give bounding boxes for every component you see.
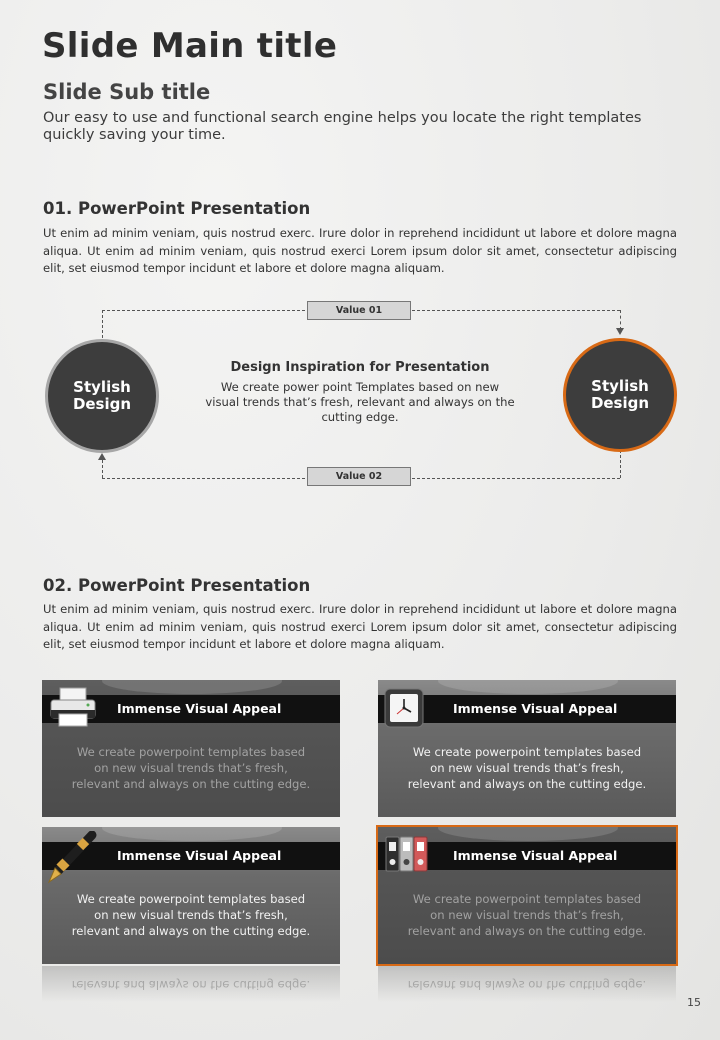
right-circle-label: Stylish Design [590,377,650,412]
diagram-center-text: We create power point Templates based on new visual trends that’s fresh, relevant and always on the cutting edge. [205,380,515,424]
connector-top-left [102,310,103,338]
section-2-title: 02. PowerPoint Presentation [43,576,311,595]
diagram-center-title: Design Inspiration for Presentation [230,360,490,375]
page-subtitle: Slide Sub title [43,80,211,104]
printer-icon [48,686,98,732]
section-2-body: Ut enim ad minim veniam, quis nostrud exerc. Irure dolor in reprehend incididunt ut labore et dolore magna aliqua. Ut enim ad minim veniam, quis nostrud exerci Lorem ipsum dolor sit amet, consectetur adipiscing elit, set eiusmod tempor incidunt et labore et dolore magna aliquam. [43,602,677,652]
card-title: Immense Visual Appeal [453,701,618,716]
feature-card-printer [42,680,340,817]
left-circle [45,339,159,453]
card-text: We create powerpoint templates based on new visual trends that’s fresh, relevant and always on the cutting edge. [407,892,647,938]
binders-icon [384,835,430,877]
value-01-label: Value 01 [307,301,411,320]
connector-bottom-left [102,460,103,478]
card-text: We create powerpoint templates based on new visual trends that’s fresh, relevant and always on the cutting edge. [407,745,647,791]
page-number: 15 [687,996,701,1009]
value-02-label: Value 02 [307,467,411,486]
section-1-title: 01. PowerPoint Presentation [43,199,311,218]
pen-icon [46,831,98,889]
subtitle-description: Our easy to use and functional search engine helps you locate the right templates quickly saving your time. [43,110,642,143]
connector-bottom-right [620,450,621,478]
card-text: We create powerpoint templates based on new visual trends that’s fresh, relevant and always on the cutting edge. [71,745,311,791]
right-circle [563,338,677,452]
arrow-down-icon [616,328,624,335]
left-circle-label: Stylish Design [72,378,132,413]
feature-card-binders [378,827,676,964]
arrow-up-icon [98,453,106,460]
card-reflection: relevant and always on the cutting edge. [378,966,676,1002]
card-text: We create powerpoint templates based on new visual trends that’s fresh, relevant and always on the cutting edge. [71,892,311,938]
card-title: Immense Visual Appeal [117,848,282,863]
clock-icon [384,688,424,732]
card-title: Immense Visual Appeal [453,848,618,863]
card-reflection: relevant and always on the cutting edge. [42,966,340,1002]
page-title: Slide Main title [42,26,338,66]
section-1-body: Ut enim ad minim veniam, quis nostrud exerc. Irure dolor in reprehend incididunt ut labore et dolore magna aliqua. Ut enim ad minim veniam, quis nostrud exerci Lorem ipsum dolor sit amet, consectetur adipiscing elit, set eiusmod tempor incidunt et labore et dolore magna aliquam. [43,226,677,276]
feature-card-clock [378,680,676,817]
connector-top-right [620,310,621,330]
card-title: Immense Visual Appeal [117,701,282,716]
feature-card-pen [42,827,340,964]
